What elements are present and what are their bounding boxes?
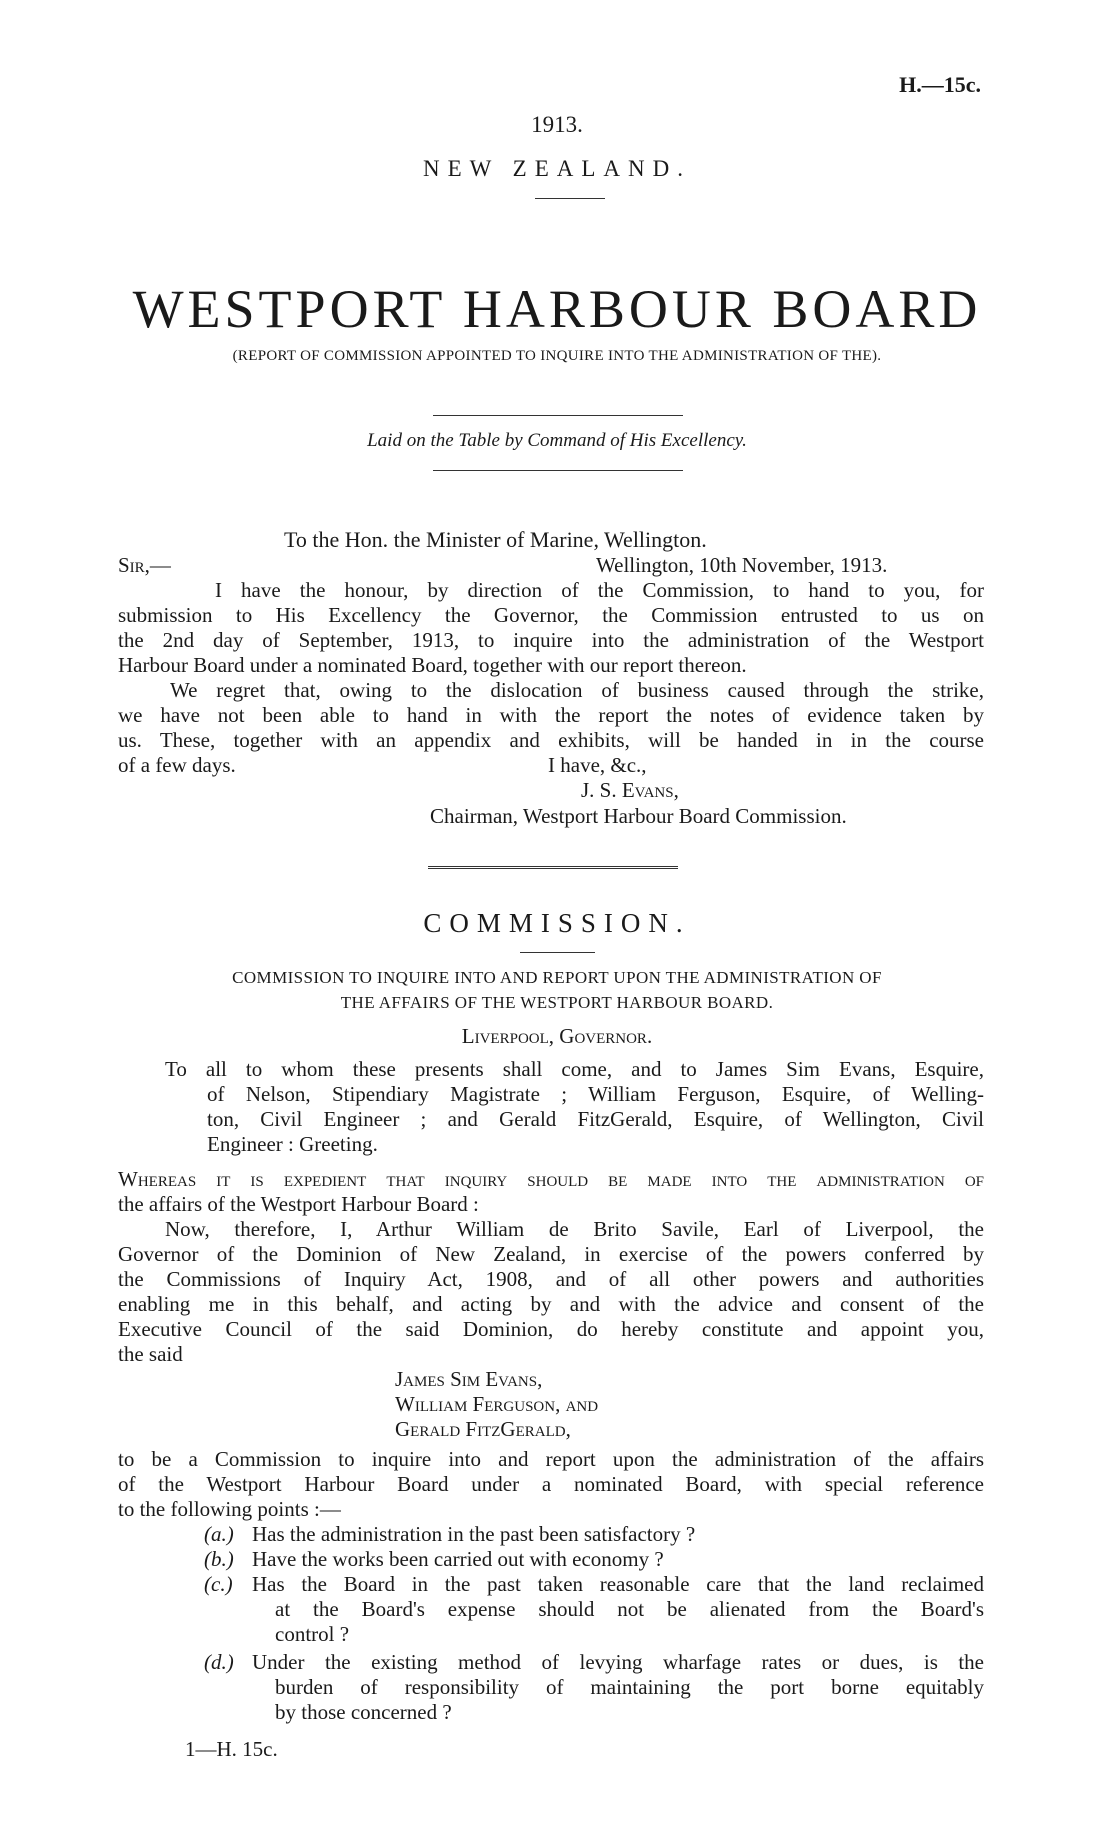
point-text: Under the existing method of levying wharfage rates or dues, is the — [252, 1650, 984, 1674]
point-text: control ? — [275, 1622, 350, 1646]
point-text: Has the administration in the past been satisfactory ? — [252, 1522, 696, 1546]
governor-line: Liverpool, Governor. — [461, 1024, 653, 1048]
letter-addressee: To the Hon. the Minister of Marine, Wellington. — [284, 527, 707, 552]
whereas-line: Whereas it is expedient that inquiry should be made into the administration of — [118, 1167, 984, 1191]
greeting-line: of Nelson, Stipendiary Magistrate ; William Ferguson, Esquire, of Welling- — [207, 1082, 984, 1106]
purpose-line: to the following points :— — [118, 1497, 341, 1521]
point-text: Have the works been carried out with economy ? — [252, 1547, 664, 1571]
year: 1913. — [531, 112, 583, 137]
now-line: Now, therefore, I, Arthur William de Brito Savile, Earl of Liverpool, the — [165, 1217, 984, 1241]
now-line: Executive Council of the said Dominion, do hereby constitute and appoint you, — [118, 1317, 984, 1341]
letter-line: us. These, together with an appendix and exhibits, will be handed in in the course — [118, 728, 984, 752]
page-reference: H.—15c. — [899, 72, 981, 97]
purpose-line: to be a Commission to inquire into and report upon the administration of the affairs — [118, 1447, 984, 1471]
commission-subheading: THE AFFAIRS OF THE WESTPORT HARBOUR BOARD. — [340, 993, 774, 1012]
greeting-line: Engineer : Greeting. — [207, 1132, 378, 1156]
commission-heading: COMMISSION. — [423, 908, 691, 938]
letter-line: I have the honour, by direction of the Commission, to hand to you, for — [215, 578, 984, 602]
point-label: (d.) — [204, 1650, 234, 1674]
letter-closing: I have, &c., — [548, 753, 647, 777]
laid-note: Laid on the Table by Command of His Excellency. — [367, 430, 747, 451]
point-label: (b.) — [204, 1547, 234, 1571]
whereas-line: the affairs of the Westport Harbour Board : — [118, 1192, 479, 1216]
letter-signatory: J. S. Evans, — [581, 778, 679, 802]
point-text: burden of responsibility of maintaining the port borne equitably — [275, 1675, 984, 1699]
double-divider — [428, 866, 678, 871]
document-title: WESTPORT HARBOUR BOARD — [132, 279, 982, 339]
point-label: (a.) — [204, 1522, 234, 1546]
letter-salutation: Sir,— — [118, 553, 171, 577]
letter-line: of a few days. — [118, 753, 236, 777]
letter-line: submission to His Excellency the Governor, the Commission entrusted to us on — [118, 603, 984, 627]
greeting-line: ton, Civil Engineer ; and Gerald FitzGerald, Esquire, of Wellington, Civil — [207, 1107, 984, 1131]
document-subtitle: (REPORT OF COMMISSION APPOINTED TO INQUIRE INTO THE ADMINISTRATION OF THE). — [232, 348, 882, 364]
letter-date: Wellington, 10th November, 1913. — [596, 553, 888, 577]
point-text: by those concerned ? — [275, 1700, 452, 1724]
appointee: Gerald FitzGerald, — [395, 1417, 571, 1441]
point-label: (c.) — [204, 1572, 233, 1596]
letter-line: We regret that, owing to the dislocation of business caused through the strike, — [170, 678, 984, 702]
signature-mark: 1—H. 15c. — [185, 1737, 278, 1761]
divider — [433, 470, 683, 471]
point-text: Has the Board in the past taken reasonable care that the land reclaimed — [252, 1572, 984, 1596]
appointee: James Sim Evans, — [395, 1367, 543, 1391]
letter-line: the 2nd day of September, 1913, to inquire into the administration of the Westport — [118, 628, 984, 652]
divider — [433, 415, 683, 416]
country: NEW ZEALAND. — [422, 156, 692, 181]
greeting-line: To all to whom these presents shall come, and to James Sim Evans, Esquire, — [165, 1057, 984, 1081]
now-line: enabling me in this behalf, and acting by and with the advice and consent of the — [118, 1292, 984, 1316]
letter-signatory-title: Chairman, Westport Harbour Board Commission. — [430, 804, 847, 828]
letter-line: Harbour Board under a nominated Board, together with our report thereon. — [118, 653, 747, 677]
now-line: Governor of the Dominion of New Zealand, in exercise of the powers conferred by — [118, 1242, 984, 1266]
commission-subheading: COMMISSION TO INQUIRE INTO AND REPORT UPON THE ADMINISTRATION OF — [232, 968, 882, 987]
point-text: at the Board's expense should not be alienated from the Board's — [275, 1597, 984, 1621]
letter-line: we have not been able to hand in with the report the notes of evidence taken by — [118, 703, 984, 727]
appointee: William Ferguson, and — [395, 1392, 599, 1416]
now-line: the Commissions of Inquiry Act, 1908, and of all other powers and authorities — [118, 1267, 984, 1291]
now-line: the said — [118, 1342, 183, 1366]
divider — [520, 952, 595, 953]
divider — [535, 198, 605, 199]
purpose-line: of the Westport Harbour Board under a nominated Board, with special reference — [118, 1472, 984, 1496]
